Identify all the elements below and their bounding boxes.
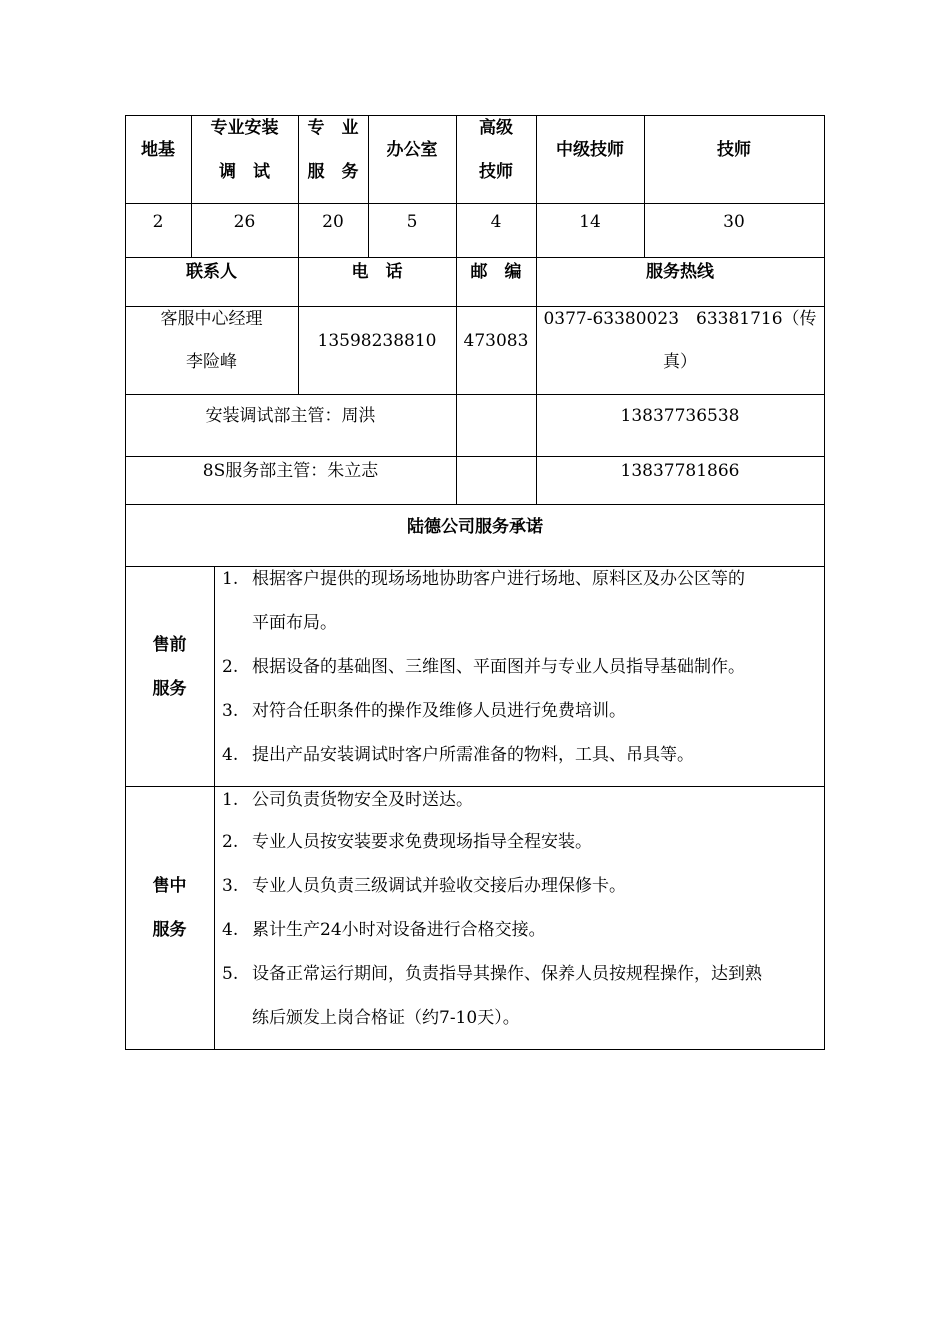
service-supervisor: 8S服务部主管：朱立志 (202, 461, 379, 481)
header-install: 专业安装 (210, 118, 279, 138)
list-item: 2. 专业人员按安装要求免费现场指导全程安装。 (222, 832, 592, 852)
postcode: 473083 (463, 331, 529, 351)
presale-label: 售前 (152, 635, 187, 655)
list-item: 2. 根据设备的基础图、三维图、平面图并与专业人员指导基础制作。 (222, 657, 745, 677)
list-item: 1. 公司负责货物安全及时送达。 (222, 790, 473, 810)
list-item: 4. 提出产品安装调试时客户所需准备的物料，工具、吊具等。 (222, 745, 694, 765)
header-senior: 高级 (479, 118, 513, 138)
header-debug: 调 试 (219, 162, 270, 182)
hotline-line1: 0377-63380023 63381716（传 (543, 309, 817, 329)
header-office: 办公室 (386, 140, 438, 160)
header-postcode: 邮 编 (470, 262, 522, 282)
presale-label: 服务 (152, 679, 187, 699)
header-technician: 技师 (479, 162, 513, 182)
install-supervisor: 安装调试部主管：周洪 (205, 406, 376, 426)
insale-label: 服务 (152, 920, 187, 940)
insale-label: 售中 (152, 876, 187, 896)
count-cell: 5 (406, 212, 418, 232)
hotline-line2: 真） (663, 352, 697, 372)
install-phone: 13837736538 (620, 406, 740, 426)
header-foundation: 地基 (141, 140, 175, 160)
header-phone: 电 话 (351, 262, 403, 282)
count-cell: 2 (152, 212, 164, 232)
list-item: 4. 累计生产24小时对设备进行合格交接。 (222, 920, 546, 940)
header-hotline: 服务热线 (646, 262, 714, 282)
manager-name: 李险峰 (186, 352, 237, 372)
count-cell: 4 (490, 212, 502, 232)
header-pro: 专 业 (307, 118, 359, 138)
list-item: 5. 设备正常运行期间，负责指导其操作、保养人员按规程操作，达到熟 (222, 964, 762, 984)
header-mid-technician: 中级技师 (556, 140, 624, 160)
count-cell: 26 (233, 212, 256, 232)
manager-phone: 13598238810 (317, 331, 437, 351)
header-technician-2: 技师 (717, 140, 751, 160)
commitment-title: 陆德公司服务承诺 (407, 517, 543, 537)
count-cell: 20 (322, 212, 344, 232)
count-cell: 30 (723, 212, 745, 232)
list-item: 3. 专业人员负责三级调试并验收交接后办理保修卡。 (222, 876, 626, 896)
list-item: 3. 对符合任职条件的操作及维修人员进行免费培训。 (222, 701, 626, 721)
header-service: 服 务 (307, 162, 359, 182)
manager-title: 客服中心经理 (160, 309, 263, 329)
list-item-continuation: 练后颁发上岗合格证（约7-10天）。 (252, 1008, 520, 1028)
service-phone: 13837781866 (620, 461, 740, 481)
list-item-continuation: 平面布局。 (252, 613, 337, 633)
list-item: 1. 根据客户提供的现场场地协助客户进行场地、原料区及办公区等的 (222, 569, 745, 589)
count-cell: 14 (579, 212, 601, 232)
header-contact: 联系人 (186, 262, 237, 282)
